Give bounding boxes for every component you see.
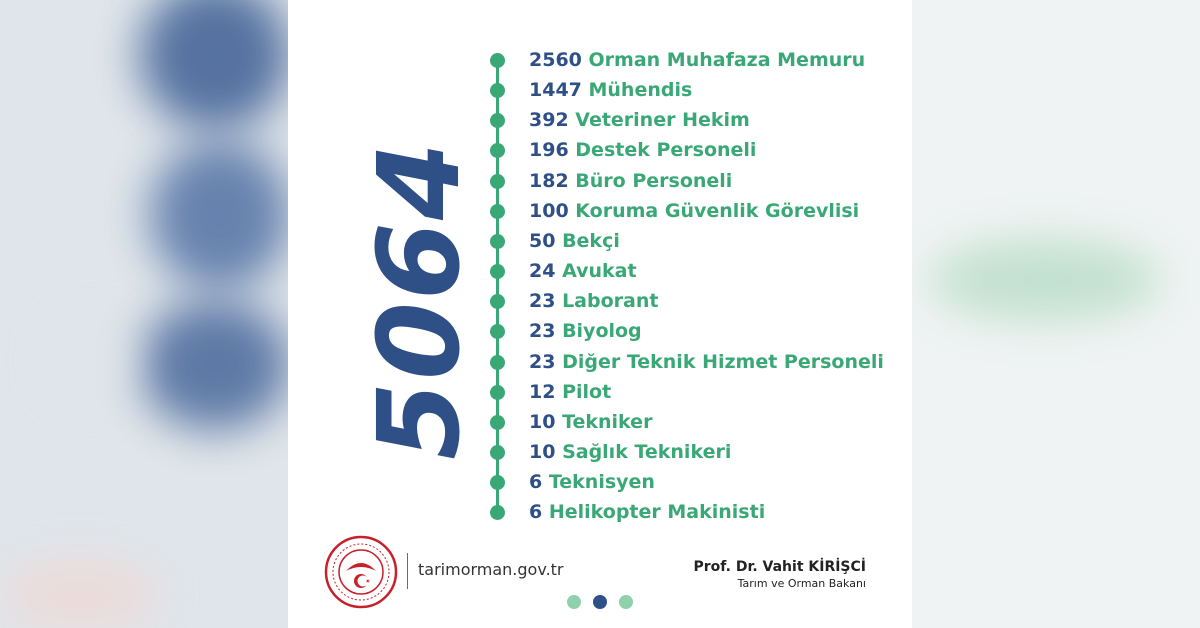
staff-count: 23	[529, 320, 563, 343]
staff-item	[529, 79, 692, 101]
staff-role: Biyolog	[562, 320, 642, 343]
staff-role: Büro Personeli	[575, 169, 733, 192]
staff-role: Orman Muhafaza Memuru	[588, 49, 866, 71]
staff-role: Pilot	[562, 380, 612, 403]
staff-count: 2560	[529, 49, 589, 71]
staff-role: Destek Personeli	[575, 139, 757, 162]
staff-count: 50	[529, 229, 563, 252]
staff-item	[529, 290, 658, 312]
background-blur-shape	[150, 140, 290, 290]
staff-role: Diğer Teknik Hizmet Personeli	[562, 350, 884, 373]
staff-item	[529, 260, 637, 282]
staff-item	[529, 49, 865, 71]
staff-item	[529, 381, 611, 403]
minister-title: Tarım ve Orman Bakanı	[737, 577, 866, 590]
timeline-dot	[490, 475, 505, 490]
staff-role: Veteriner Hekim	[575, 109, 750, 132]
staff-item	[529, 351, 884, 373]
staff-item	[529, 501, 765, 523]
timeline-dot	[490, 174, 505, 189]
background-blur-shape	[140, 300, 290, 430]
minister-signature	[694, 559, 866, 590]
total-staff-number: 5064	[355, 140, 485, 460]
footer-divider	[407, 553, 408, 589]
pager-dot[interactable]	[619, 595, 633, 609]
pager-dot-active[interactable]	[593, 595, 607, 609]
staff-item	[529, 170, 732, 192]
staff-role: Mühendis	[588, 79, 693, 102]
timeline-dot	[490, 53, 505, 68]
timeline-dot	[490, 234, 505, 249]
staff-role: Laborant	[562, 290, 659, 313]
staff-count: 6	[529, 501, 549, 524]
staff-role: Helikopter Makinisti	[548, 501, 766, 524]
staff-role: Sağlık Teknikeri	[562, 440, 732, 463]
staff-count: 23	[529, 290, 563, 313]
minister-name: Prof. Dr. Vahit KİRİŞCİ	[693, 559, 866, 575]
timeline-dot	[490, 355, 505, 370]
staff-count: 12	[529, 380, 563, 403]
staff-role: Avukat	[562, 260, 637, 283]
website-link[interactable]: tarimorman.gov.tr	[418, 560, 564, 579]
staff-item	[529, 320, 642, 342]
staff-item	[529, 471, 655, 493]
staff-role: Tekniker	[562, 410, 653, 433]
staff-item	[529, 441, 731, 463]
staff-item	[529, 411, 652, 433]
background-blur-shape	[50, 320, 130, 400]
timeline-dot	[490, 415, 505, 430]
staff-count: 196	[529, 139, 576, 162]
staff-count: 23	[529, 350, 563, 373]
staff-item	[529, 230, 620, 252]
staff-count: 392	[529, 109, 576, 132]
staff-count: 182	[529, 169, 576, 192]
staff-count: 10	[529, 440, 563, 463]
staff-item	[529, 139, 756, 161]
background-blur-shape	[930, 240, 1160, 320]
timeline-dot	[490, 264, 505, 279]
staff-count: 100	[529, 199, 576, 222]
pager-dot[interactable]	[567, 595, 581, 609]
staff-role: Bekçi	[562, 229, 620, 252]
staff-count: 6	[529, 471, 549, 494]
staff-item	[529, 200, 859, 222]
staff-count: 10	[529, 410, 563, 433]
staff-item	[529, 109, 750, 131]
timeline-dot	[490, 204, 505, 219]
timeline-dot	[490, 445, 505, 460]
staff-count: 1447	[529, 79, 589, 102]
staff-role: Koruma Güvenlik Görevlisi	[575, 199, 860, 222]
background-blur-shape	[0, 560, 160, 628]
timeline-dot	[490, 385, 505, 400]
staff-count: 24	[529, 260, 563, 283]
ministry-logo	[324, 535, 398, 609]
staff-role: Teknisyen	[548, 471, 655, 494]
